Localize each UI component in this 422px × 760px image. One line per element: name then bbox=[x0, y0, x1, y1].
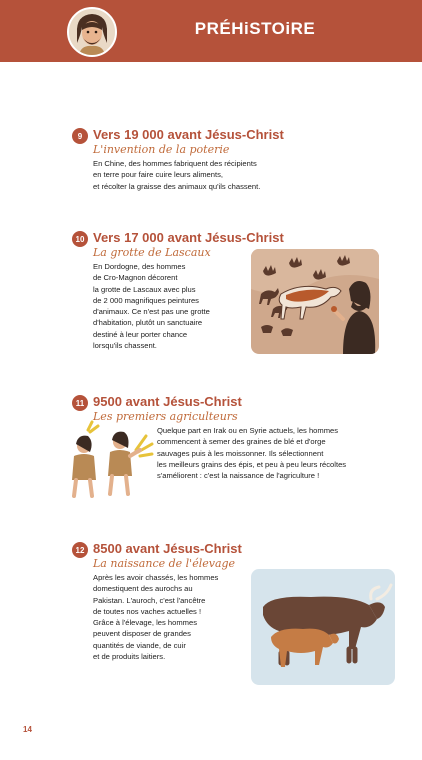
timeline-entry-9 bbox=[72, 127, 404, 197]
page-header bbox=[0, 0, 422, 62]
farmers-illustration bbox=[66, 420, 156, 500]
entry-text: Après les avoir chassés, les hommes domestiquent des aurochs au Pakistan. L'auroch, c'est l'ancêtre de toutes nos vaches actuelles ! Grâce à l'élevage, les hommes peuvent disposer de grandes quantités de viande, de cuir et de produits laitiers. bbox=[93, 573, 219, 662]
entry-subtitle: L'invention de la poterie bbox=[93, 143, 230, 156]
entry-number-badge: 9 bbox=[72, 128, 88, 144]
caveman-avatar bbox=[67, 7, 117, 57]
entry-number-badge: 12 bbox=[72, 542, 88, 558]
entry-number-badge: 10 bbox=[72, 231, 88, 247]
lascaux-cave-illustration bbox=[251, 249, 379, 354]
entry-text: En Chine, des hommes fabriquent des récipients en terre pour faire cuire leurs aliments, et récolter la graisse des animaux qu'ils chassent. bbox=[93, 159, 261, 191]
entry-subtitle: La naissance de l'élevage bbox=[93, 557, 236, 570]
page-title: PRÉHiSTOiRE bbox=[194, 19, 316, 38]
entry-number-badge: 11 bbox=[72, 395, 88, 411]
entry-date: Vers 17 000 avant Jésus-Christ bbox=[93, 230, 284, 245]
entry-text: En Dordogne, des hommes de Cro-Magnon décorent la grotte de Lascaux avec plus de 2 000 magnifiques peintures d'animaux. Ce n'est pas une grotte d'habitation, plutôt un sanctuaire destiné à leur porter chance lorsqu'ils chassent. bbox=[93, 262, 210, 351]
entry-subtitle: Les premiers agriculteurs bbox=[93, 410, 238, 423]
entry-date: 9500 avant Jésus-Christ bbox=[93, 394, 242, 409]
entry-date: 8500 avant Jésus-Christ bbox=[93, 541, 242, 556]
page-number: 14 bbox=[23, 725, 32, 734]
entry-subtitle: La grotte de Lascaux bbox=[93, 246, 211, 259]
entry-date: Vers 19 000 avant Jésus-Christ bbox=[93, 127, 284, 142]
entry-text: Quelque part en Irak ou en Syrie actuels, les hommes commencent à semer des graines de blé et d'orge sauvages puis à les moissonner. Ils sélectionnent les meilleurs grains des épis, et peu à peu leurs récoltes s'améliorent : c'est la naissance de l'agriculture ! bbox=[157, 426, 347, 481]
aurochs-illustration bbox=[251, 569, 395, 685]
